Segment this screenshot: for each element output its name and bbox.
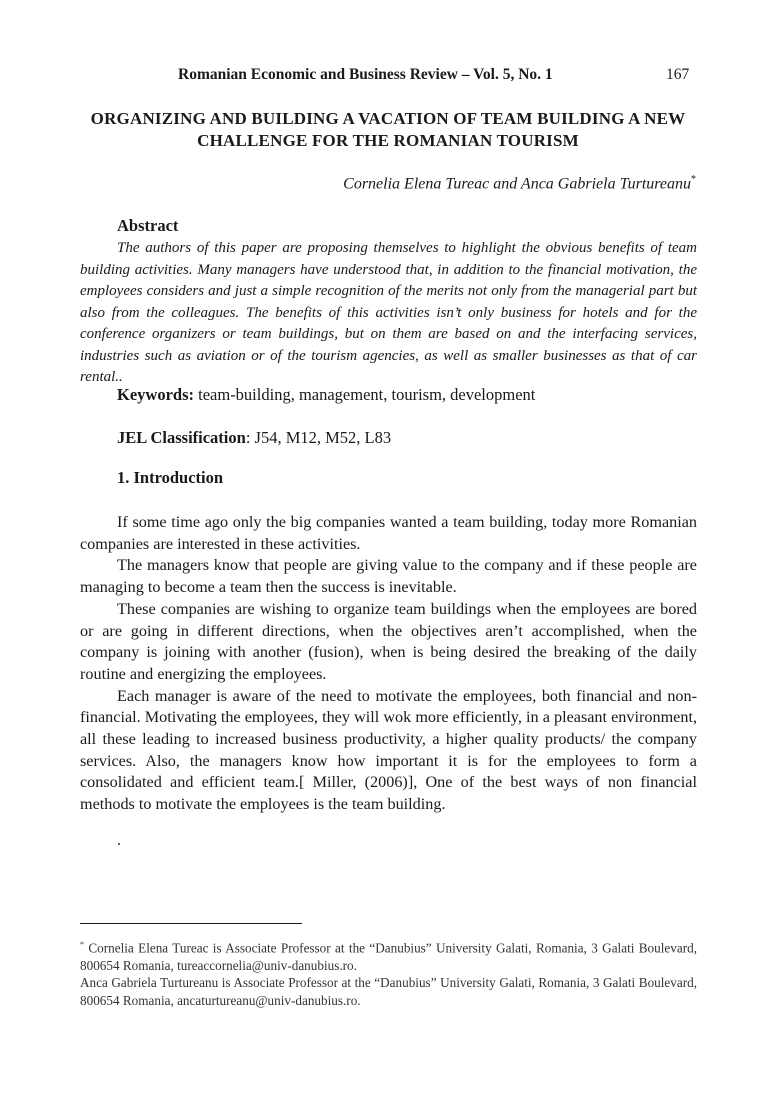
body-paragraph: If some time ago only the big companies wanted a team building, today more Romanian companies are interested in these activities. [80, 513, 697, 553]
keywords-label: Keywords: [117, 385, 194, 404]
body-paragraph: These companies are wishing to organize team buildings when the employees are bored or are going in different directions, when the objectives aren’t accomplished, when the company is joining with another (fusion), when is being desired the breaking of the daily routine and energizing the employees. [80, 599, 697, 683]
keywords-value: team-building, management, tourism, development [194, 385, 536, 404]
journal-title: Romanian Economic and Business Review – Vol. 5, No. 1 [178, 66, 553, 83]
body-paragraph: Each manager is aware of the need to motivate the employees, both financial and non-financial. Motivating the employees, they will wok more efficiently, in a pleasant environment, all these leading to increased business productivity, a higher quality products/ the company services. Also, the managers know how important it is for the employees to form a consolidated and efficient team.[ Miller, (2006)], One of the best ways of non financial methods to motivate the employees is the team building. [80, 686, 697, 814]
article-title: ORGANIZING AND BUILDING A VACATION OF TEAM BUILDING A NEW CHALLENGE FOR THE ROMANIAN TOURISM [90, 109, 686, 150]
running-header [0, 66, 776, 88]
section-heading-introduction: 1. Introduction [117, 468, 224, 487]
abstract-text: The authors of this paper are proposing themselves to highlight the obvious benefits of team building activities. Many managers have understood that, in addition to the financial motivation, the employees considers and just a simple recognition of the merits not only from the managerial part but also from the colleagues. The benefits of this activities isn’t only business for hotels and for the conference organizers or team buildings, but on them are based on and the interfacing services, industries such as aviation or of the tourism agencies, as well as smaller businesses as that of car rental.. [80, 240, 697, 385]
footnote-separator [80, 923, 302, 924]
body-paragraph: The managers know that people are giving value to the company and if these people are managing to become a team then the success is inevitable. [80, 556, 697, 597]
stray-period: . [117, 832, 121, 849]
author-names: Cornelia Elena Tureac and Anca Gabriela Turtureanu [343, 175, 691, 193]
author-footnote-marker: * [691, 174, 696, 185]
author-line [343, 174, 696, 193]
footnote-marker: * [80, 940, 84, 949]
jel-value: : J54, M12, M52, L83 [245, 428, 392, 447]
keywords-line [117, 385, 535, 405]
jel-label: JEL Classification [117, 428, 246, 447]
footnote-1-text: Cornelia Elena Tureac is Associate Professor at the “Danubius” University Galati, Romania, 3 Galati Boulevard, 800654 Romania, tureaccornelia@univ-danubius.ro. [80, 940, 697, 973]
footnotes [80, 936, 697, 1009]
abstract-heading: Abstract [117, 216, 179, 235]
footnote-1 [80, 936, 697, 974]
introduction-body [80, 512, 697, 816]
page-number: 167 [666, 66, 690, 83]
footnote-2: Anca Gabriela Turtureanu is Associate Professor at the “Danubius” University Galati, Romania, 3 Galati Boulevard, 800654 Romania, ancaturtureanu@univ-danubius.ro. [80, 975, 697, 1008]
jel-line [117, 428, 391, 448]
